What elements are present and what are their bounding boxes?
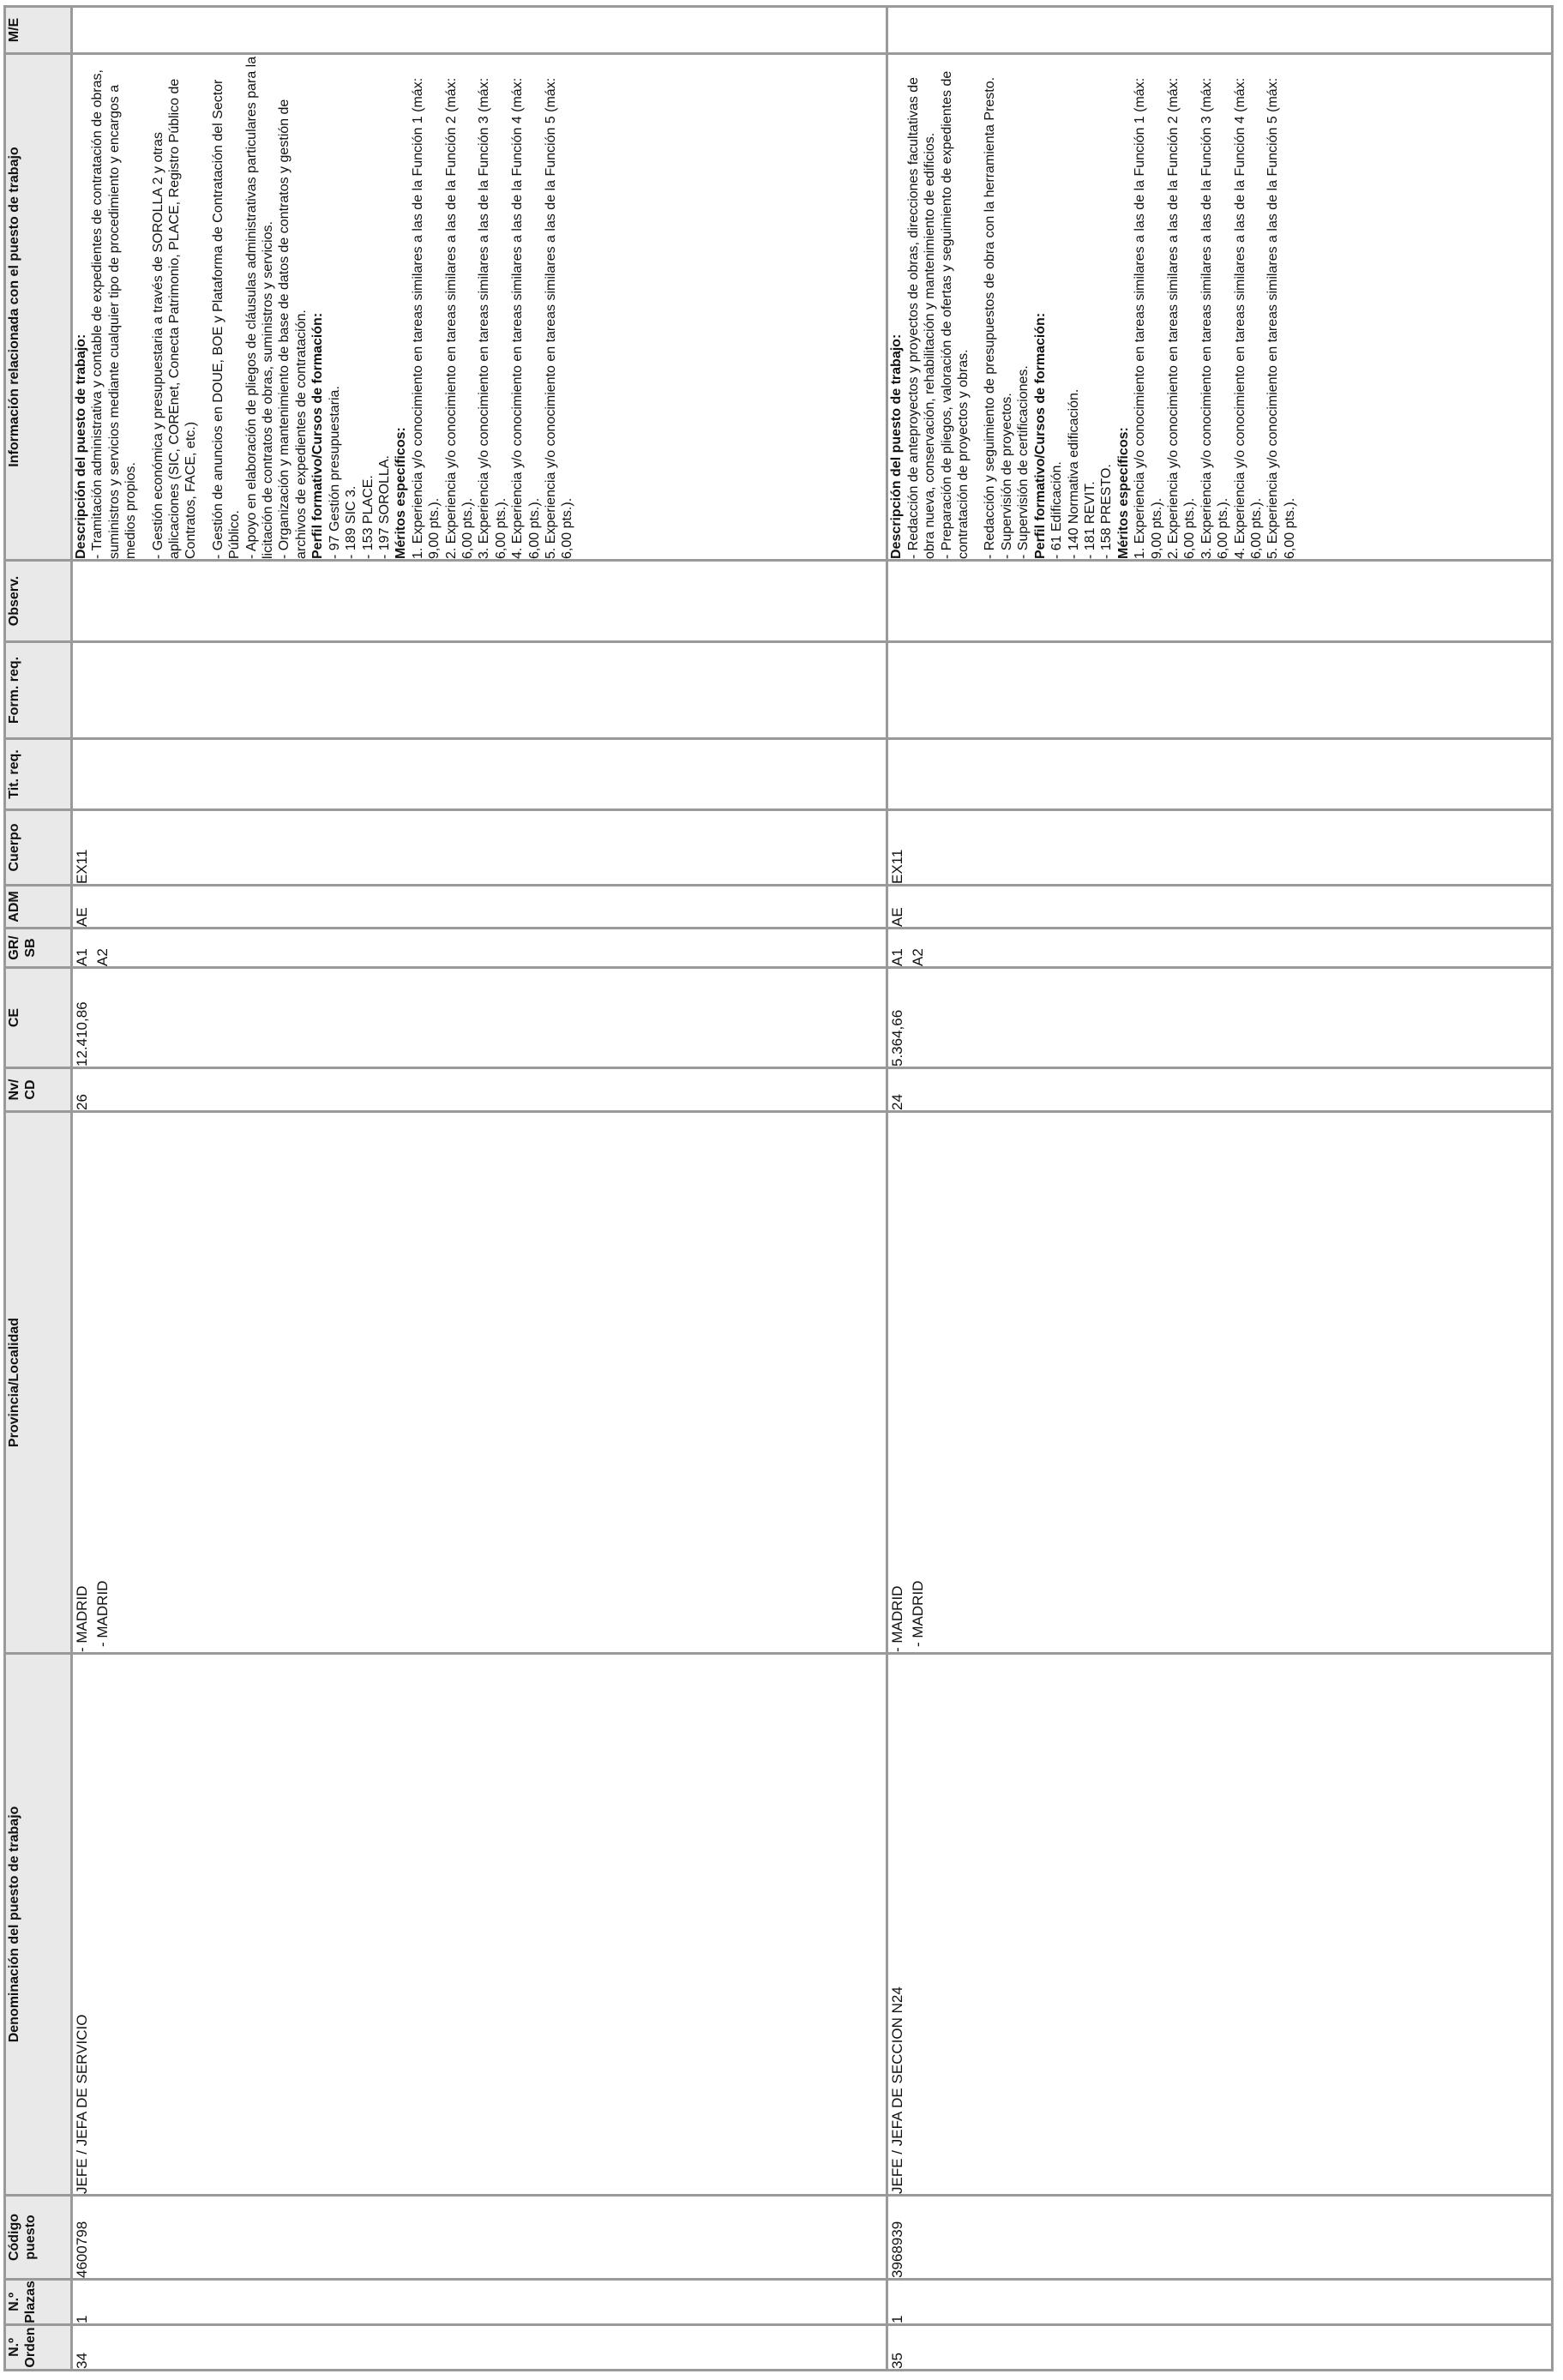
header-provincia: Provincia/Localidad xyxy=(5,1112,72,1654)
merito-item: 5. Experiencia y/o conocimiento en tareas similares a las de la Función 5 (máx: 6,00 pts.). xyxy=(543,77,575,559)
job-positions-table xyxy=(3,5,1554,2371)
descripcion-heading: Descripción del puesto de trabajo: xyxy=(74,334,88,559)
header-grupo: GR/ SB xyxy=(5,929,72,968)
cell-me xyxy=(887,7,1553,54)
header-me: M/E xyxy=(5,7,72,54)
grupo-text: A1 xyxy=(74,948,90,966)
formacion-item: - 197 SOROLLA. xyxy=(376,455,392,559)
descripcion-item: - Redacción de anteproyectos y proyectos de obras, direcciones facultativas de obra nueva, conservación, rehabilitación y mantenimiento de edificios. xyxy=(905,76,938,559)
header-ce: CE xyxy=(5,968,72,1068)
header-titulacion: Tit. req. xyxy=(5,739,72,810)
cell-observaciones xyxy=(887,561,1553,642)
merito-item: 2. Experiencia y/o conocimiento en tareas similares a las de la Función 2 (máx: 6,00 pts.). xyxy=(443,77,475,559)
grupo-text: A1 xyxy=(889,948,906,966)
localidad-text: - MADRID xyxy=(910,1580,927,1647)
header-orden: N.º Orden xyxy=(5,2325,72,2371)
header-adm: ADM xyxy=(5,886,72,929)
descripcion-item: - Supervisión de certificaciones. xyxy=(1016,365,1031,559)
meritos-heading: Méritos específicos: xyxy=(394,427,409,559)
merito-item: 4. Experiencia y/o conocimiento en tareas similares a las de la Función 4 (máx: 6,00 pts.). xyxy=(1232,77,1264,559)
merito-item: 2. Experiencia y/o conocimiento en tareas similares a las de la Función 2 (máx: 6,00 pts.). xyxy=(1165,77,1198,559)
merito-item: 1. Experiencia y/o conocimiento en tareas similares a las de la Función 1 (máx: 9,00 pts.). xyxy=(410,77,442,559)
cell-formacion xyxy=(72,642,887,739)
descripcion-item: - Gestión económica y presupuestaria a través de SOROLLA 2 y otras aplicaciones (SIC, COREnet, Conecta Patrimonio, PLACE, Registro Público de Contratos, FACE, etc.) xyxy=(150,78,199,559)
header-cuerpo: Cuerpo xyxy=(5,810,72,886)
formacion-item: - 189 SIC 3. xyxy=(344,485,359,559)
header-row xyxy=(5,7,72,2371)
cell-ce: 5.364,66 xyxy=(887,968,1553,1068)
cell-formacion xyxy=(887,642,1553,739)
cell-nivel: 26 xyxy=(72,1068,887,1112)
merito-item: 1. Experiencia y/o conocimiento en tareas similares a las de la Función 1 (máx: 9,00 pts.). xyxy=(1133,77,1164,559)
meritos-heading: Méritos específicos: xyxy=(1115,427,1131,559)
merito-item: 3. Experiencia y/o conocimiento en tareas similares a las de la Función 3 (máx: 6,00 pts.). xyxy=(1199,77,1231,559)
cell-me xyxy=(72,7,887,54)
merito-item: 5. Experiencia y/o conocimiento en tareas similares a las de la Función 5 (máx: 6,00 pts.). xyxy=(1265,77,1297,559)
formacion-item: - 140 Normativa edificación. xyxy=(1066,388,1081,559)
formacion-item: - 61 Edificación. xyxy=(1049,461,1065,559)
formacion-heading: Perfil formativo/Cursos de formación: xyxy=(1032,312,1048,559)
cell-denominacion: JEFE / JEFA DE SECCION N24 xyxy=(887,1654,1553,2196)
descripcion-item: - Redacción y seguimiento de presupuestos de obra con la herramienta Presto. xyxy=(983,76,998,559)
descripcion-item: - Supervisión de proyectos. xyxy=(999,393,1014,559)
table-row xyxy=(72,7,887,2371)
descripcion-item: - Gestión de anuncios en DOUE, BOE y Plataforma de Contratación del Sector Público. xyxy=(210,79,243,559)
header-formacion: Form. req. xyxy=(5,642,72,739)
cell-plazas: 1 xyxy=(887,2280,1553,2325)
formacion-item: - 181 REVIT. xyxy=(1082,481,1097,559)
provincia-text: - MADRID xyxy=(889,1585,906,1652)
formacion-heading: Perfil formativo/Cursos de formación: xyxy=(310,312,326,559)
cell-adm: AE xyxy=(887,886,1553,929)
cell-informacion xyxy=(887,54,1553,561)
cell-titulacion xyxy=(72,739,887,810)
formacion-item: - 153 PLACE. xyxy=(360,475,376,559)
header-nivel: Nv/ CD xyxy=(5,1068,72,1112)
cell-nivel: 24 xyxy=(887,1068,1553,1112)
table-row xyxy=(887,7,1553,2371)
header-informacion: Información relacionada con el puesto de trabajo xyxy=(5,54,72,561)
header-codigo: Código puesto xyxy=(5,2196,72,2280)
cell-cuerpo: EX11 xyxy=(72,810,887,886)
cell-titulacion xyxy=(887,739,1553,810)
descripcion-item: - Organización y mantenimiento de base de datos de contratos y gestión de archivos de expedientes de contratación. xyxy=(277,99,309,559)
cell-orden: 34 xyxy=(72,2325,887,2371)
cell-codigo: 4600798 xyxy=(72,2196,887,2280)
descripcion-item: - Apoyo en elaboración de pliegos de cláusulas administrativas particulares para la licitación de contratos de obras, suministros y servicios. xyxy=(243,56,276,559)
header-observaciones: Observ. xyxy=(5,561,72,642)
cell-ce: 12.410,86 xyxy=(72,968,887,1068)
cell-cuerpo: EX11 xyxy=(887,810,1553,886)
cell-codigo: 3968939 xyxy=(887,2196,1553,2280)
provincia-text: - MADRID xyxy=(74,1585,90,1652)
header-denominacion: Denominación del puesto de trabajo xyxy=(5,1654,72,2196)
cell-orden: 35 xyxy=(887,2325,1553,2371)
cell-informacion xyxy=(72,54,887,561)
cell-adm: AE xyxy=(72,886,887,929)
cell-grupo xyxy=(72,929,887,968)
descripcion-item: - Tramitación administrativa y contable de expedientes de contratación de obras, suministros y servicios mediante cualquier tipo de procedimiento y encargos a medios propios. xyxy=(90,69,139,559)
cell-observaciones xyxy=(72,561,887,642)
cell-denominacion: JEFE / JEFA DE SERVICIO xyxy=(72,1654,887,2196)
subgrupo-text: A2 xyxy=(910,948,927,966)
subgrupo-text: A2 xyxy=(94,948,111,966)
header-plazas: N.º Plazas xyxy=(5,2280,72,2325)
cell-plazas: 1 xyxy=(72,2280,887,2325)
formacion-item: - 158 PRESTO. xyxy=(1099,464,1115,559)
cell-grupo xyxy=(887,929,1553,968)
descripcion-item: - Preparación de pliegos, valoración de ofertas y seguimiento de expedientes de contratación de proyectos y obras. xyxy=(939,70,971,559)
merito-item: 3. Experiencia y/o conocimiento en tareas similares a las de la Función 3 (máx: 6,00 pts.). xyxy=(477,77,508,559)
descripcion-heading: Descripción del puesto de trabajo: xyxy=(889,334,905,559)
localidad-text: - MADRID xyxy=(94,1580,111,1647)
merito-item: 4. Experiencia y/o conocimiento en tareas similares a las de la Función 4 (máx: 6,00 pts.). xyxy=(510,77,542,559)
formacion-item: - 97 Gestión presupuestaria. xyxy=(327,386,342,559)
cell-provincia xyxy=(887,1112,1553,1654)
cell-provincia xyxy=(72,1112,887,1654)
